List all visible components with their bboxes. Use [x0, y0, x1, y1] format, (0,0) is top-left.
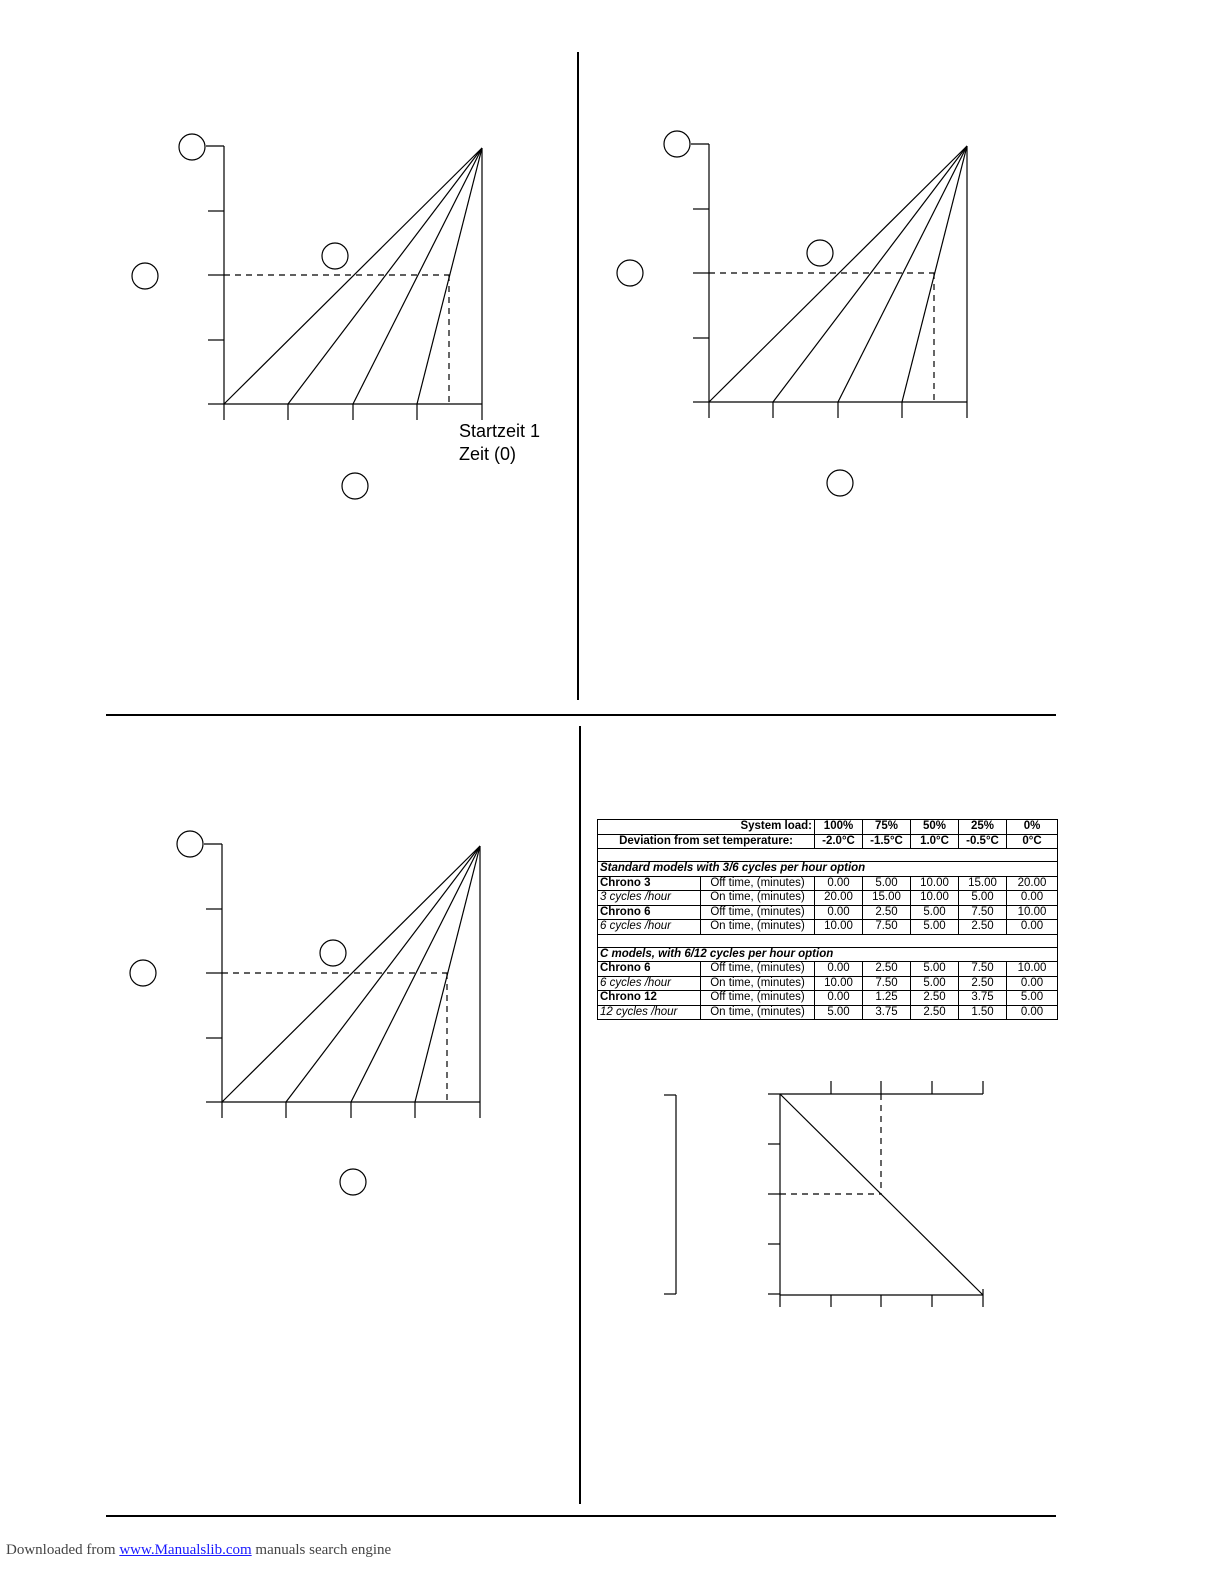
time-type-cell: On time, (minutes) [701, 891, 815, 906]
value-cell: 7.50 [863, 976, 911, 991]
model-cell: Chrono 6 [598, 905, 701, 920]
value-cell: 10.00 [1007, 962, 1058, 977]
system-load-table [597, 819, 1058, 1020]
horizontal-divider-middle [106, 714, 1056, 716]
section-title-row [598, 947, 1058, 962]
table-row-deviation [598, 834, 1058, 849]
table-row [598, 991, 1058, 1006]
callout-circle [130, 960, 156, 986]
fan-diagram-3 [118, 818, 558, 1218]
download-footer [6, 1542, 391, 1559]
time-type-cell: On time, (minutes) [701, 1005, 815, 1020]
callout-circle [664, 131, 690, 157]
callout-circle [179, 134, 205, 160]
deviation-cell: 0°C [1007, 834, 1058, 849]
time-label-zero: Zeit (0) [459, 444, 517, 464]
model-cell: Chrono 6 [598, 962, 701, 977]
time-type-cell: Off time, (minutes) [701, 991, 815, 1006]
deviation-cell: -2.0°C [815, 834, 863, 849]
load-cell: 75% [863, 820, 911, 835]
value-cell: 5.00 [863, 876, 911, 891]
value-cell: 2.50 [959, 920, 1007, 935]
value-cell: 15.00 [959, 876, 1007, 891]
callout-circle [827, 470, 853, 496]
time-label-start: Startzeit 1 [459, 421, 541, 441]
callout-circle [340, 1169, 366, 1195]
model-cell: 3 cycles /hour [598, 891, 701, 906]
value-cell: 0.00 [815, 905, 863, 920]
value-cell: 0.00 [1007, 976, 1058, 991]
value-cell: 5.00 [815, 1005, 863, 1020]
value-cell: 10.00 [815, 976, 863, 991]
value-cell: 0.00 [1007, 891, 1058, 906]
table-row [598, 920, 1058, 935]
table-row [598, 876, 1058, 891]
time-type-cell: On time, (minutes) [701, 976, 815, 991]
model-cell: 6 cycles /hour [598, 976, 701, 991]
section-title: Standard models with 3/6 cycles per hour option [598, 862, 1058, 877]
horizontal-divider-bottom [106, 1515, 1056, 1517]
value-cell: 20.00 [1007, 876, 1058, 891]
table-spacer [598, 934, 1058, 947]
callout-circle [132, 263, 158, 289]
callout-circle [617, 260, 643, 286]
callout-circle [807, 240, 833, 266]
value-cell: 5.00 [1007, 991, 1058, 1006]
value-cell: 2.50 [911, 1005, 959, 1020]
value-cell: 3.75 [863, 1005, 911, 1020]
callout-circle [320, 940, 346, 966]
time-type-cell: Off time, (minutes) [701, 876, 815, 891]
model-cell: 6 cycles /hour [598, 920, 701, 935]
table-row [598, 905, 1058, 920]
callout-circle [322, 243, 348, 269]
callout-circle [177, 831, 203, 857]
footer-prefix: Downloaded from [6, 1542, 120, 1558]
spacer-cell [598, 849, 1058, 862]
value-cell: 1.25 [863, 991, 911, 1006]
value-cell: 10.00 [911, 891, 959, 906]
time-type-cell: On time, (minutes) [701, 920, 815, 935]
load-cell: 50% [911, 820, 959, 835]
value-cell: 0.00 [1007, 1005, 1058, 1020]
value-cell: 5.00 [911, 920, 959, 935]
table-row [598, 1005, 1058, 1020]
spacer-cell [598, 934, 1058, 947]
load-cell: 100% [815, 820, 863, 835]
model-cell: Chrono 3 [598, 876, 701, 891]
table-spacer [598, 849, 1058, 862]
table-row [598, 891, 1058, 906]
value-cell: 5.00 [911, 962, 959, 977]
value-cell: 5.00 [959, 891, 1007, 906]
value-cell: 15.00 [863, 891, 911, 906]
load-cell: 25% [959, 820, 1007, 835]
fan-diagram-2 [605, 118, 1045, 518]
model-cell: Chrono 12 [598, 991, 701, 1006]
value-cell: 0.00 [815, 991, 863, 1006]
deviation-label: Deviation from set temperature: [598, 834, 815, 849]
section-title-row [598, 862, 1058, 877]
deviation-cell: -0.5°C [959, 834, 1007, 849]
value-cell: 20.00 [815, 891, 863, 906]
table-row-system-load [598, 820, 1058, 835]
table-row [598, 962, 1058, 977]
time-type-cell: Off time, (minutes) [701, 905, 815, 920]
value-cell: 2.50 [863, 962, 911, 977]
value-cell: 7.50 [959, 905, 1007, 920]
deviation-cell: 1.0°C [911, 834, 959, 849]
value-cell: 10.00 [911, 876, 959, 891]
table-body [598, 820, 1058, 1020]
value-cell: 0.00 [815, 962, 863, 977]
vertical-divider-bottom [579, 726, 581, 1504]
value-cell: 1.50 [959, 1005, 1007, 1020]
value-cell: 5.00 [911, 905, 959, 920]
value-cell: 2.50 [863, 905, 911, 920]
vertical-divider-top [577, 52, 579, 700]
value-cell: 10.00 [815, 920, 863, 935]
value-cell: 2.50 [959, 976, 1007, 991]
time-type-cell: Off time, (minutes) [701, 962, 815, 977]
value-cell: 5.00 [911, 976, 959, 991]
model-cell: 12 cycles /hour [598, 1005, 701, 1020]
value-cell: 3.75 [959, 991, 1007, 1006]
value-cell: 2.50 [911, 991, 959, 1006]
system-load-label: System load: [598, 820, 815, 835]
deviation-cell: -1.5°C [863, 834, 911, 849]
value-cell: 10.00 [1007, 905, 1058, 920]
value-cell: 0.00 [815, 876, 863, 891]
diagonal-diagram [655, 1075, 1005, 1315]
section-title: C models, with 6/12 cycles per hour option [598, 947, 1058, 962]
table-row [598, 976, 1058, 991]
footer-suffix: manuals search engine [251, 1542, 392, 1558]
load-cell: 0% [1007, 820, 1058, 835]
manualslib-link[interactable]: www.Manualslib.com [119, 1542, 252, 1558]
value-cell: 7.50 [959, 962, 1007, 977]
callout-circle [342, 473, 368, 499]
value-cell: 0.00 [1007, 920, 1058, 935]
value-cell: 7.50 [863, 920, 911, 935]
